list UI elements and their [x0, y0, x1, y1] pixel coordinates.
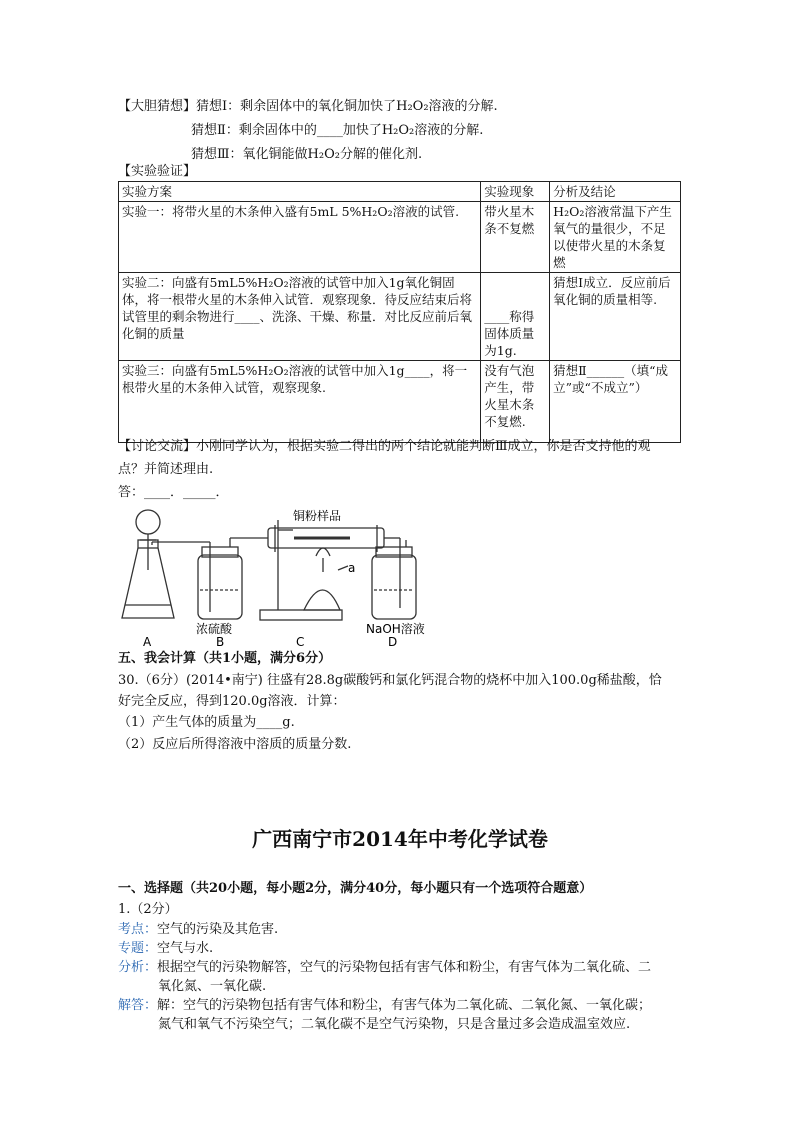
table-cell: 猜想Ⅰ成立．反应前后氧化铜的质量相等. [550, 273, 681, 361]
fenxi-text-1: 根据空气的污染物解答，空气的污染物包括有害气体和粉尘，有害气体为二氧化硫、二 [157, 960, 652, 975]
table-cell: 实验三：向盛有5mL5%H₂O₂溶液的试管中加入1g____，将一根带火星的木条伸入试管，观察现象. [119, 361, 481, 443]
sample-label: 铜粉样品 [293, 509, 342, 523]
table-cell: H₂O₂溶液常温下产生氧气的量很少，不足以使带火星的木条复燃 [550, 202, 681, 273]
zhuanti-text: 空气与水. [157, 941, 214, 956]
fenxi-text-2: 氧化氮、一氧化碳. [158, 979, 267, 994]
header-cell: 实验现象 [481, 182, 550, 202]
lamp-label-a: a [348, 561, 356, 575]
zhuanti-label: 专题： [118, 941, 158, 956]
letter-c: C [296, 635, 305, 649]
kaodian-text: 空气的污染及其危害. [157, 922, 279, 937]
d-text: NaOH溶液 [366, 622, 425, 636]
question-30-line-1: 30.（6分）(2014•南宁) 往盛有28.8g碳酸钙和氯化钙混合物的烧杯中加入100.0g稀盐酸，恰 [118, 673, 662, 688]
jieda-text-1: 解：空气的污染物包括有害气体和粉尘，有害气体为二氧化硫、二氧化氮、一氧化碳； [157, 998, 652, 1013]
question-30-line-2: 好完全反应，得到120.0g溶液．计算： [118, 694, 346, 709]
b-text: 浓硫酸 [196, 622, 233, 636]
letter-d: D [388, 635, 398, 649]
question-30-part-2: （2）反应后所得溶液中溶质的质量分数. [118, 737, 352, 752]
table-row [119, 202, 681, 273]
section1-heading: 一、选择题（共20小题，每小题2分，满分40分，每小题只有一个选项符合题意） [118, 881, 593, 896]
header-cell: 实验方案 [119, 182, 481, 202]
page-title: 广西南宁市2014年中考化学试卷 [252, 827, 548, 851]
hypothesis-1: 【大胆猜想】猜想Ⅰ：剩余固体中的氧化铜加快了H₂O₂溶液的分解. [118, 99, 498, 114]
discussion-line-1: 【讨论交流】小刚同学认为，根据实验二得出的两个结论就能判断Ⅲ成立，你是否支持他的观 [118, 439, 651, 454]
apparatus-diagram [118, 500, 458, 650]
verification-heading: 【实验验证】 [118, 164, 197, 179]
question-30-part-1: （1）产生气体的质量为____g. [118, 715, 295, 730]
table-cell: ____称得固体质量为1g. [481, 273, 550, 361]
table-header-row [119, 182, 681, 202]
table-cell: 带火星木条不复燃 [481, 202, 550, 273]
table-cell: 实验一：将带火星的木条伸入盛有5mL 5%H₂O₂溶液的试管. [119, 202, 481, 273]
letter-a: A [143, 635, 152, 649]
discussion-answer: 答：____．_____． [118, 485, 229, 500]
table-row [119, 361, 681, 443]
jieda-text-2: 氮气和氧气不污染空气；二氧化碳不是空气污染物，只是含量过多会造成温室效应. [158, 1017, 631, 1032]
header-cell: 分析及结论 [550, 182, 681, 202]
table-cell: 没有气泡产生，带火星木条不复燃. [481, 361, 550, 443]
kaodian-label: 考点： [118, 922, 158, 937]
hypothesis-3: 猜想Ⅲ：氧化铜能做H₂O₂分解的催化剂. [191, 147, 423, 162]
letter-b: B [216, 635, 225, 649]
table-row [119, 273, 681, 361]
section5-heading: 五、我会计算（共1小题，满分6分） [118, 651, 332, 666]
jieda-label: 解答： [118, 998, 158, 1013]
experiment-table [118, 181, 681, 443]
hypothesis-2: 猜想Ⅱ：剩余固体中的____加快了H₂O₂溶液的分解. [191, 123, 484, 138]
question-1-number: 1.（2分） [118, 902, 178, 917]
table-cell: 猜想Ⅱ______（填“成立”或“不成立”） [550, 361, 681, 443]
table-cell: 实验二：向盛有5mL5%H₂O₂溶液的试管中加入1g氧化铜固体，将一根带火星的木条伸入试管．观察现象．待反应结束后将试管里的剩余物进行____、洗涤、干燥、称量．对比反应前后氧化铜的质量 [119, 273, 481, 361]
discussion-line-2: 点？并简述理由. [118, 462, 214, 477]
fenxi-label: 分析： [118, 960, 158, 975]
